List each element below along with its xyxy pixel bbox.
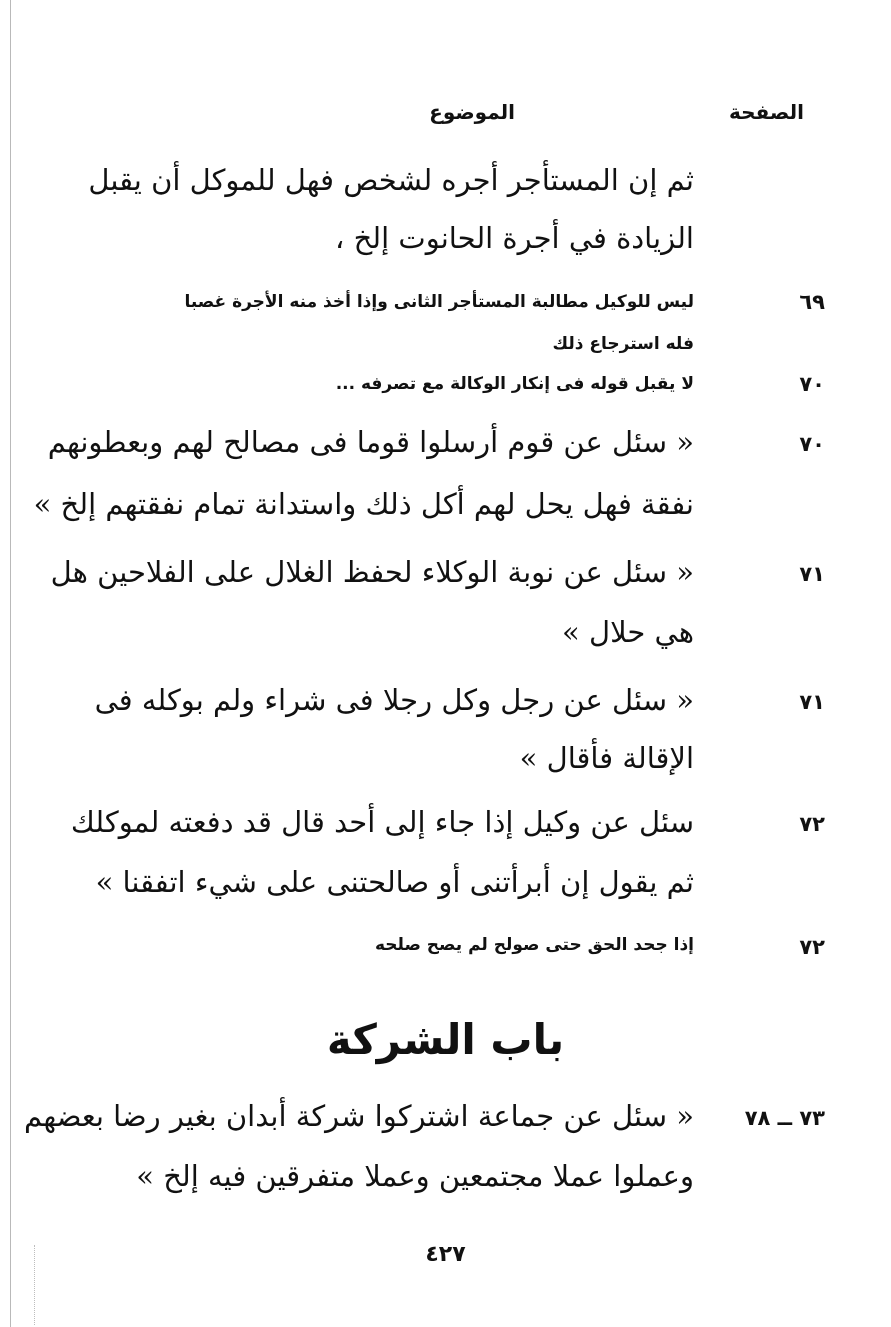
page-number: ٤٢٧: [425, 1242, 466, 1267]
entry-text-line: هي حلال »: [562, 615, 694, 649]
entry-text-line: ثم إن المستأجر أجره لشخص فهل للموكل أن يقبل: [88, 163, 694, 197]
entry-text-line: نفقة فهل يحل لهم أكل ذلك واستدانة تمام نفقتهم إلخ »: [33, 487, 694, 521]
entry-page-number: ٧٣ ــ ٧٨: [744, 1106, 825, 1130]
column-header-topic: الموضوع: [429, 100, 515, 124]
entry-text-line: الزيادة في أجرة الحانوت إلخ ،: [335, 221, 694, 255]
entry-text-line: « سئل عن رجل وكل رجلا فى شراء ولم بوكله فى: [94, 683, 694, 717]
entry-text-line: « سئل عن جماعة اشتركوا شركة أبدان بغير رضا بعضهم: [24, 1099, 694, 1133]
entry-page-number: ٧١: [799, 562, 825, 586]
page-edge-line: [10, 0, 11, 1327]
entry-text-line: إذا جحد الحق حتى صولح لم يصح صلحه: [374, 935, 694, 955]
entry-page-number: ٦٩: [799, 290, 825, 314]
entry-page-number: ٧٢: [799, 935, 825, 959]
entry-text-line: وعملوا عملا مجتمعين وعملا متفرقين فيه إلخ »: [136, 1159, 694, 1193]
entry-text-line: ليس للوكيل مطالبة المستأجر الثانى وإذا أخذ منه الأجرة غصبا: [184, 292, 694, 312]
entry-text-line: لا يقبل قوله فى إنكار الوكالة مع تصرفه ...: [335, 374, 694, 394]
entry-text-line: « سئل عن قوم أرسلوا قوما فى مصالح لهم وبعطونهم: [47, 425, 694, 459]
entry-page-number: ٧٠: [799, 372, 825, 396]
section-title: باب الشركة: [326, 1015, 565, 1064]
entry-page-number: ٧٢: [799, 812, 825, 836]
column-header-page: الصفحة: [728, 100, 804, 124]
entry-text-line: سئل عن وكيل إذا جاء إلى أحد قال قد دفعته لموكلك: [70, 805, 694, 839]
entry-text-line: الإقالة فأقال »: [519, 741, 694, 775]
entry-text-line: ثم يقول إن أبرأتنى أو صالحتنى على شيء اتفقنا »: [95, 865, 694, 899]
entry-page-number: ٧١: [799, 690, 825, 714]
entry-page-number: ٧٠: [799, 432, 825, 456]
entry-text-line: « سئل عن نوبة الوكلاء لحفظ الغلال على الفلاحين هل: [50, 555, 694, 589]
entry-text-line: فله استرجاع ذلك: [552, 334, 694, 354]
